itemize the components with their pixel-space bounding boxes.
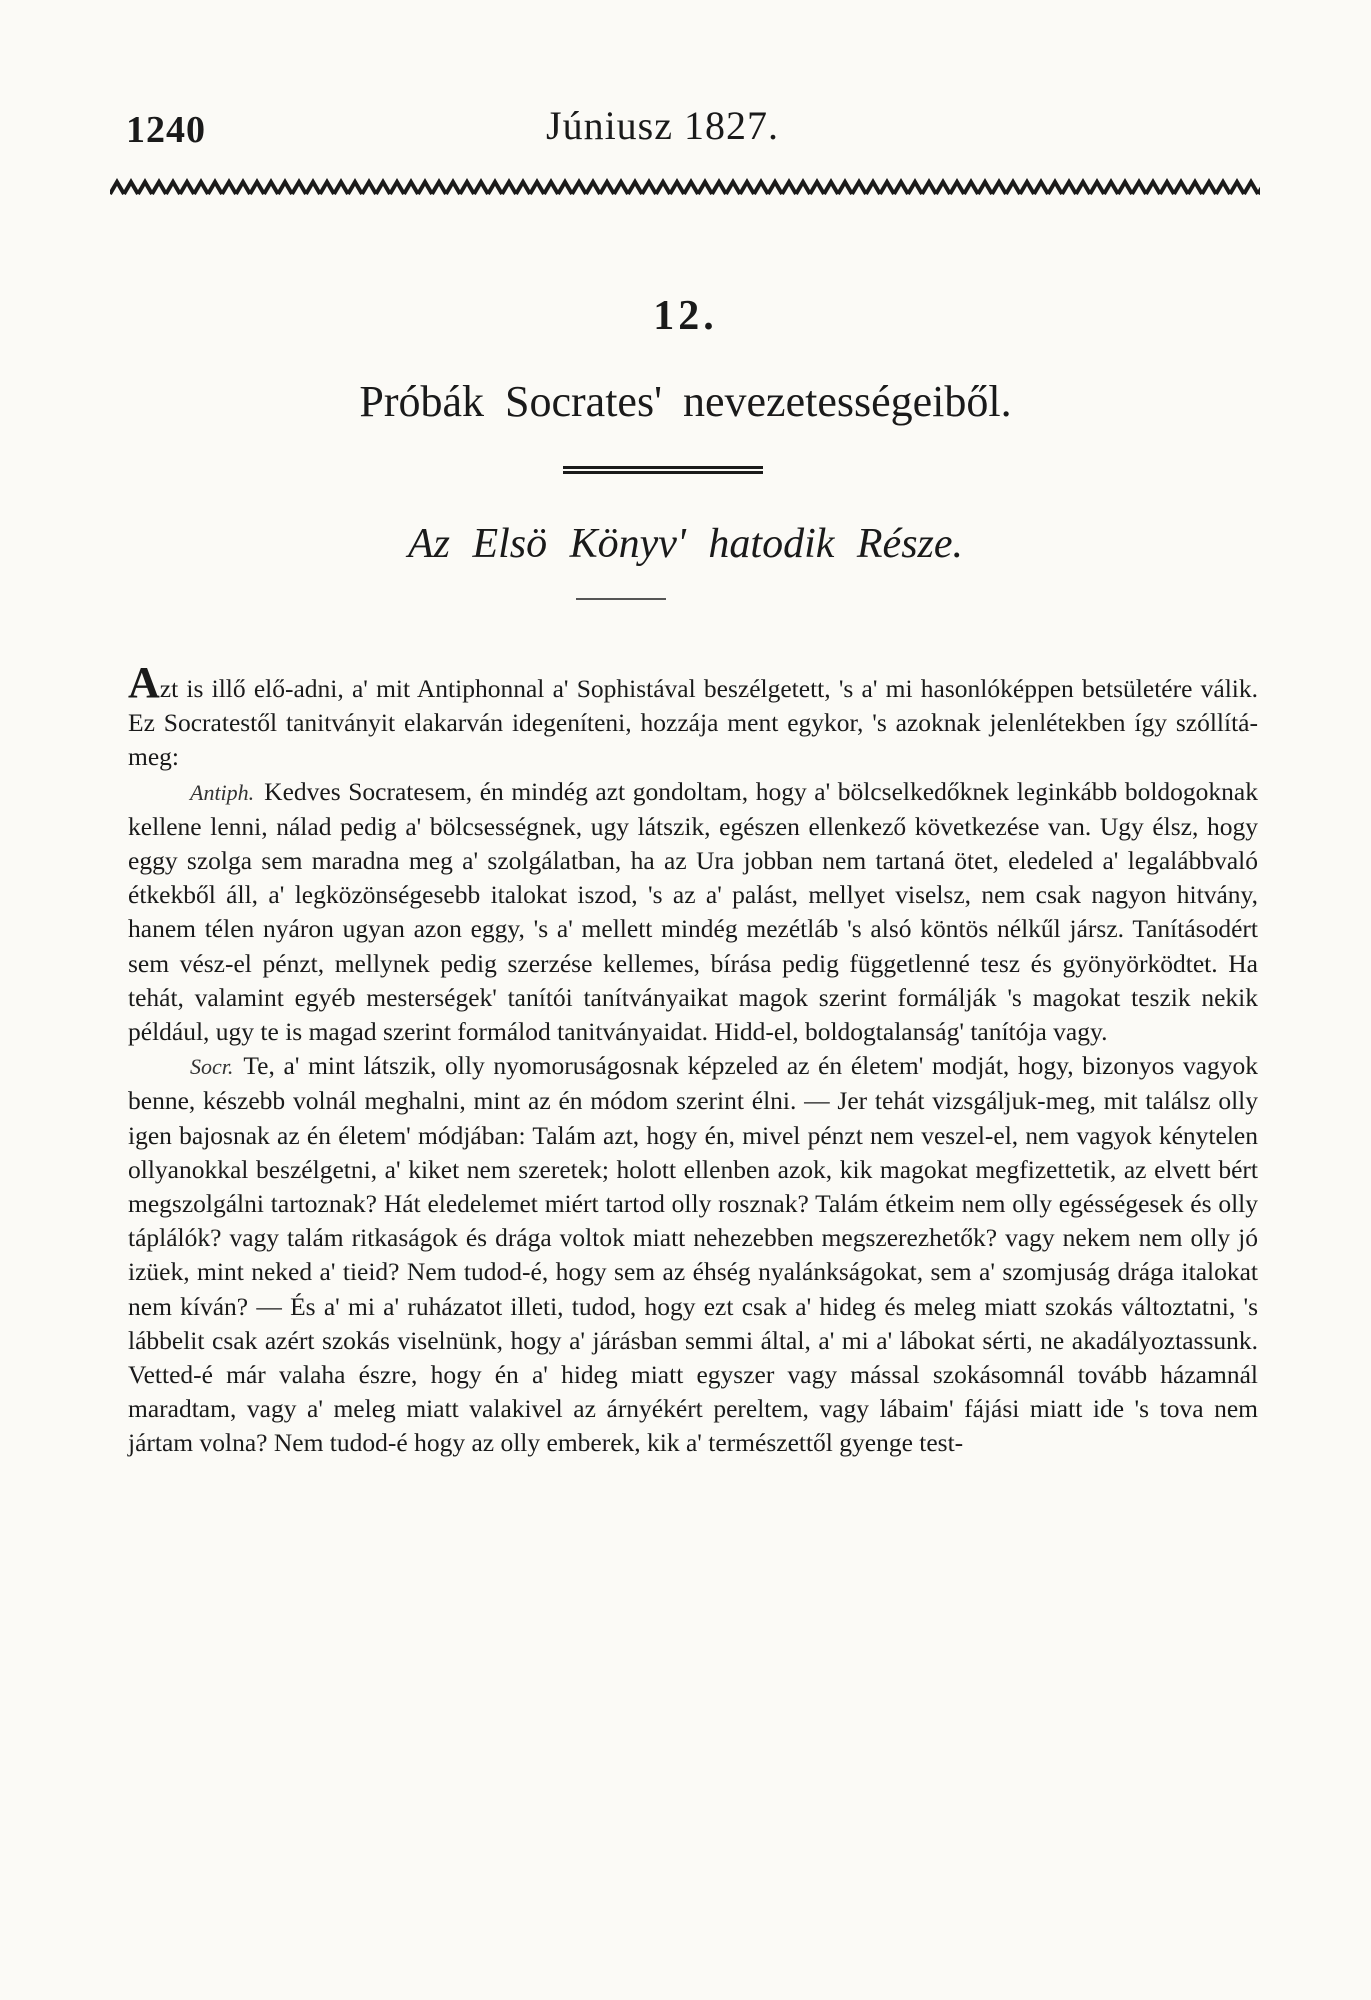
paragraph-text: Kedves Socratesem, én mindég azt gondoltam, hogy a' bölcselkedőknek leginkább boldogoknak kellene lenni, nálad pedig a' bölcsességnek, ugy látszik, egészen ellenkező következése van. Ugy élsz, hogy eggy szolga sem maradna meg a' szolgálatban, ha az Ura jobban nem tartaná ötet, eledeled a' legalábbvaló étkekből áll, a' legközönségesebb italokat iszod, 's az a' palást, mellyet viselsz, nem csak nagyon hitvány, hanem télen nyáron ugyan azon eggy, 's a' mellett mindég mezétláb 's alsó köntös nélkűl jársz. Tanításodért sem vész-el pénzt, mellynek pedig szerzése kellemes, bírása pedig függetlenné tesz és gyönyörködtet. Ha tehát, valamint egyéb mesterségek' tanítói tanítványaikat magok szerint formálják 's magokat teszik nekik például, ugy te is magad szerint formálod tanitványaidat. Hidd-el, boldogtalanság' tanítója vagy. [128, 776, 1258, 1047]
ornamental-rule [110, 176, 1260, 200]
paragraph-text: Te, a' mint látszik, olly nyomoruságosnak képzeled az én életem' modját, hogy, bizonyos vagyok benne, készebb volnál meghalni, mint az én módom szerint élni. — Jer tehát vizsgáljuk-meg, mit találsz olly igen bajosnak az én életem' módjában: Talám azt, hogy én, mivel pénzt nem veszel-el, nem vagyok kénytelen ollyanokkal beszélgetni, a' kiket nem szeretek; holott ellenben azok, kik magokat megfizettetik, az elvett bért megszolgálni tartoznak? Hát eledelemet miért tartod olly rosznak? Talám étkeim nem olly egésségesek és olly táplálók? vagy talám ritkaságok és drága voltok miatt nehezebben megszerezhetők? vagy nekem nem olly jó izüek, mint neked a' tieid? Nem tudod-é, hogy sem az éhség nyalánkságokat, sem a' szomjuság drága italokat nem kíván? — És a' mi a' ruházatot illeti, tudod, hogy ezt csak a' hideg és meleg miatt szokás változtatni, 's lábbelit csak azért szokás viselnünk, hogy a' járásban semmi által, a' mi a' lábokat sérti, ne akadályoztassunk. Vetted-é már valaha észre, hogy én a' hideg miatt egyszer vagy mással szokásomnál tovább házamnál maradtam, vagy a' meleg miatt valakivel az árnyékért pereltem, vagy lábaim' fájási miatt ide 's tova nem jártam volna? Nem tudod-é hogy az olly emberek, kik a' természettől gyenge test- [128, 1051, 1258, 1458]
paragraph-intro [128, 658, 1258, 775]
speaker-label: Socr. [190, 1054, 234, 1080]
article-title: Próbák Socrates' nevezetességeiből. [359, 377, 1012, 426]
paragraph-text: zt is illő elő-adni, a' mit Antiphonnal a' Sophistával beszélgetett, 's a' mi hasonlóképpen betsületére válik. Ez Socratestől tanitványit elakarván idegeníteni, hozzája ment egykor, 's azoknak jelenlétekben így szóllítá-meg: [128, 674, 1258, 772]
section-number: 12. [653, 293, 718, 339]
short-rule [576, 598, 666, 600]
running-head: Júniusz 1827. [546, 103, 779, 148]
title-double-rule [563, 466, 763, 476]
paragraph-socrates [128, 1049, 1258, 1460]
drop-cap: A [128, 658, 160, 707]
page-number: 1240 [126, 109, 206, 151]
article-body [128, 658, 1258, 1461]
article-subtitle: Az Elsö Könyv' hatodik Része. [407, 521, 964, 567]
speaker-label: Antiph. [190, 779, 255, 805]
paragraph-antiphon [128, 775, 1258, 1050]
